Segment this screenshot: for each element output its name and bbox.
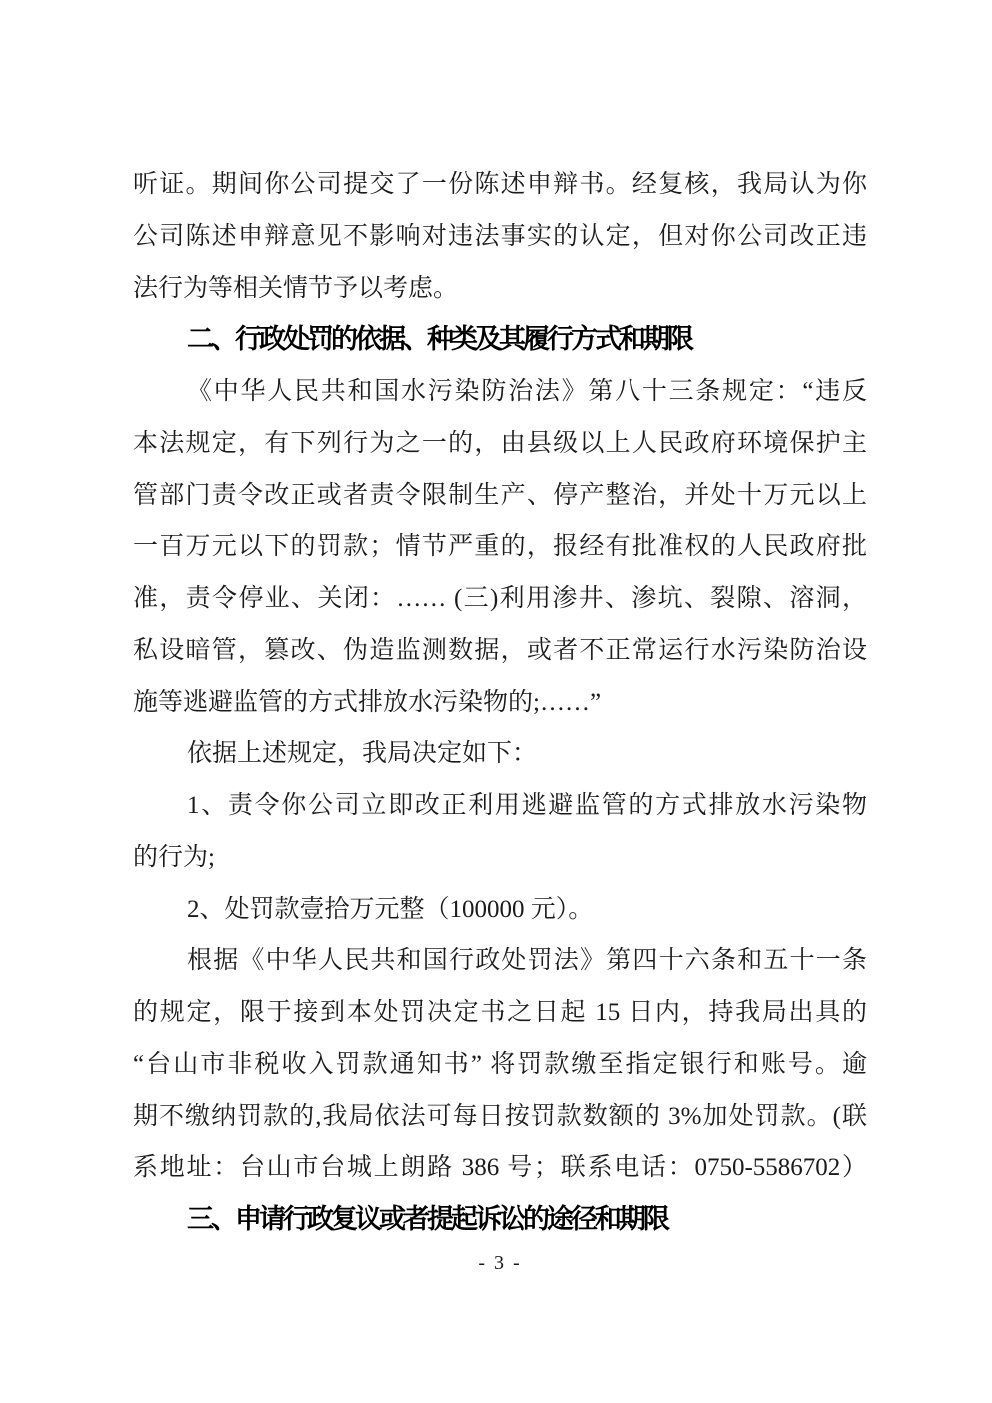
- paragraph-line: 管部门责令改正或者责令限制生产、停产整治，并处十万元以上: [133, 481, 867, 509]
- paragraph-line: 私设暗管，篡改、伪造监测数据，或者不正常运行水污染防治设: [133, 636, 867, 664]
- paragraph-line: 依据上述规定，我局决定如下：: [187, 740, 538, 768]
- decision-item-1: 1、责令你公司立即改正利用逃避监管的方式排放水污染物: [187, 792, 867, 819]
- paragraph-line: 的行为;: [133, 843, 215, 871]
- section-heading-3: 三、申请行政复议或者提起诉讼的途径和期限: [187, 1204, 667, 1234]
- paragraph-line: 一百万元以下的罚款；情节严重的，报经有批准权的人民政府批: [133, 533, 867, 561]
- paragraph-line: 施等逃避监管的方式排放水污染物的;……”: [133, 688, 602, 716]
- paragraph-line: 准，责令停业、关闭：…… (三)利用渗井、渗坑、裂隙、溶洞，: [133, 585, 867, 612]
- paragraph-line: 期不缴纳罚款的,我局依法可每日按罚款数额的 3%加处罚款。(联: [133, 1102, 867, 1130]
- section-heading-2: 二、行政处罚的依据、种类及其履行方式和期限: [187, 324, 691, 355]
- decision-item-2: 2、处罚款壹拾万元整（100000 元）。: [187, 895, 594, 923]
- paragraph-line: 法行为等相关情节予以考虑。: [133, 274, 459, 302]
- paragraph-line: 根据《中华人民共和国行政处罚法》第四十六条和五十一条: [187, 947, 867, 975]
- paragraph-line: 系地址：台山市台城上朗路 386 号；联系电话：0750-5586702）: [133, 1154, 867, 1182]
- paragraph-line: 本法规定，有下列行为之一的，由县级以上人民政府环境保护主: [133, 429, 867, 457]
- paragraph-line: “台山市非税收入罚款通知书” 将罚款缴至指定银行和账号。逾: [133, 1050, 867, 1078]
- footer-page-number: - 3 -: [478, 1252, 522, 1274]
- paragraph-line: 公司陈述申辩意见不影响对违法事实的认定，但对你公司改正违: [133, 222, 867, 250]
- paragraph-line: 的规定，限于接到本处罚决定书之日起 15 日内，持我局出具的: [133, 999, 867, 1026]
- paragraph-line: 听证。期间你公司提交了一份陈述申辩书。经复核，我局认为你: [133, 171, 867, 198]
- document-body: [133, 159, 867, 1246]
- paragraph-line: 《中华人民共和国水污染防治法》第八十三条规定：“违反: [187, 378, 867, 405]
